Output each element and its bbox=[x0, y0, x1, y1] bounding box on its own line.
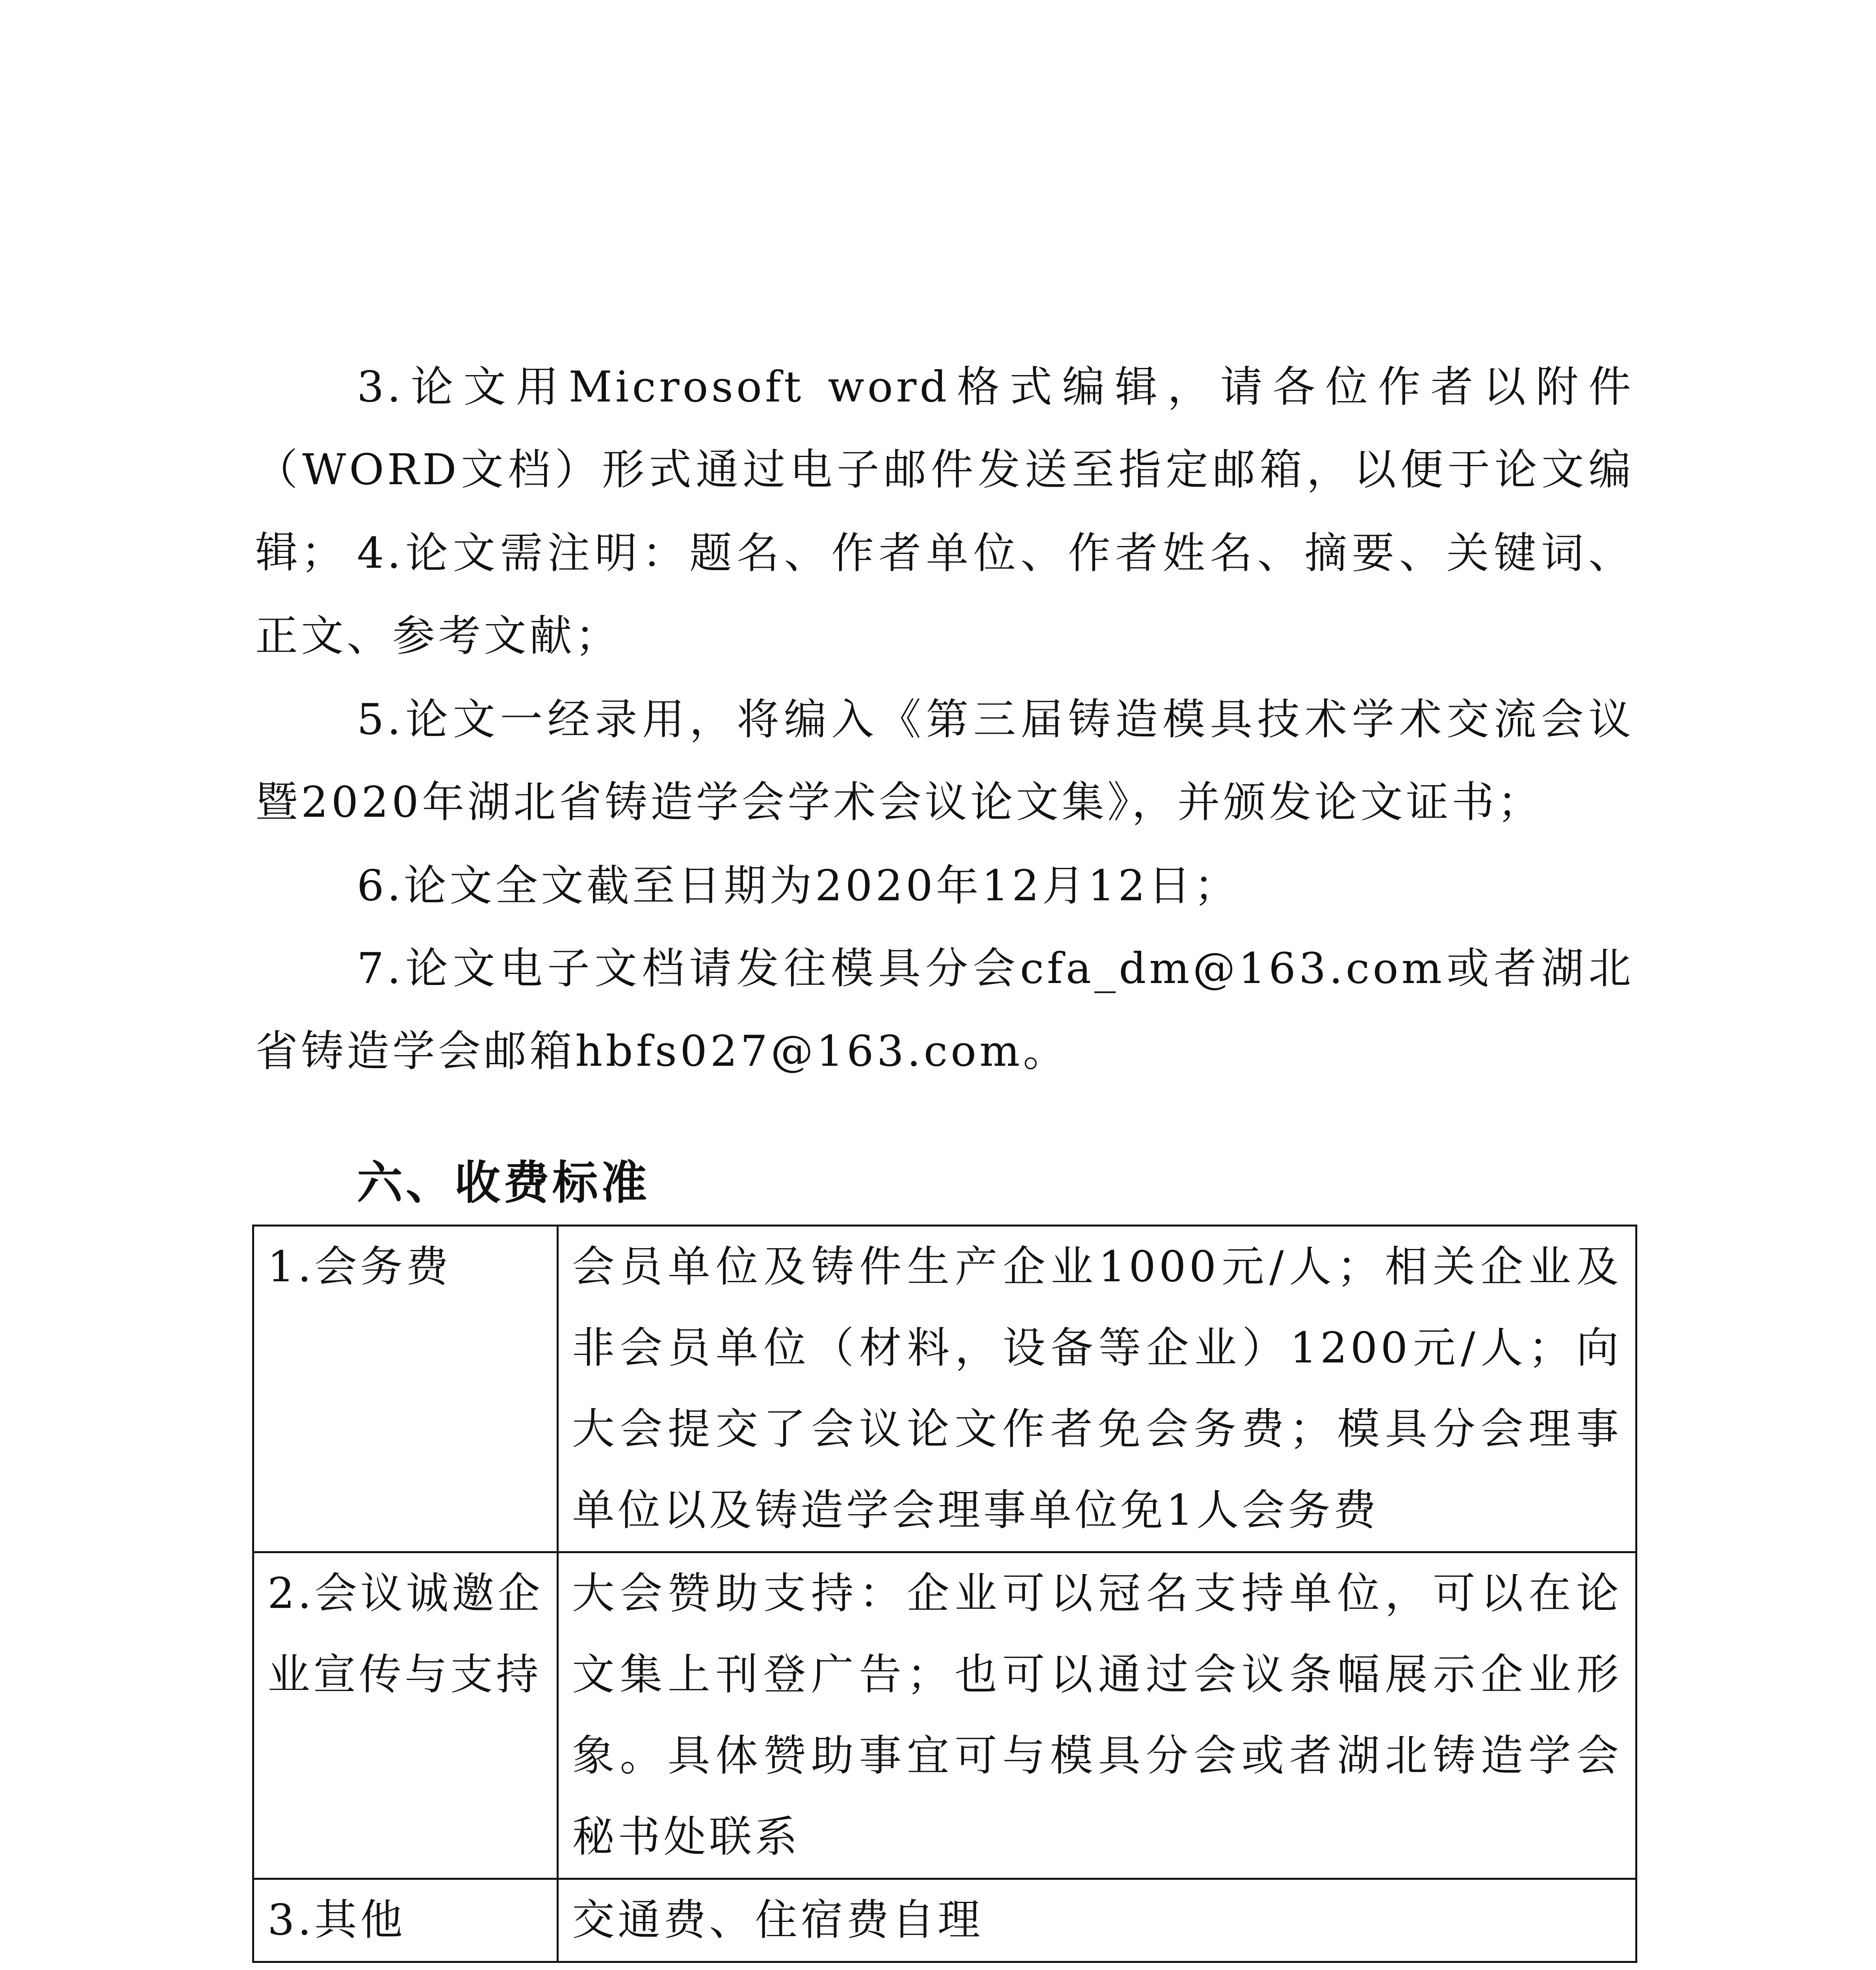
paragraph-item-5: 5.论文一经录用，将编入《第三届铸造模具技术学术交流会议暨2020年湖北省铸造学会学术会议论文集》，并颁发论文证书； bbox=[255, 695, 1634, 827]
section-heading-fees: 六、收费标准 bbox=[357, 1156, 650, 1210]
fee-detail-cell: 大会赞助支持：企业可以冠名支持单位，可以在论文集上刊登广告；也可以通过会议条幅展示企业形象。具体赞助事宜可与模具分会或者湖北铸造学会秘书处联系 bbox=[558, 1552, 1636, 1879]
paragraph-item-6: 6.论文全文截至日期为2020年12月12日； bbox=[357, 861, 1240, 911]
fee-detail-cell: 会员单位及铸件生产企业1000元/人；相关企业及非会员单位（材料，设备等企业）1200元/人；向大会提交了会议论文作者免会务费；模具分会理事单位以及铸造学会理事单位免1人会务费 bbox=[558, 1226, 1636, 1552]
fee-item-cell: 1.会务费 bbox=[253, 1226, 558, 1552]
table-row bbox=[253, 1226, 1636, 1552]
paragraph-item-3: 3.论文用Microsoft word格式编辑，请各位作者以附件（WORD文档）形式通过电子邮件发送至指定邮箱，以便于论文编辑； bbox=[255, 362, 1634, 577]
paragraph-item-4: 4.论文需注明：题名、作者单位、作者姓名、摘要、关键词、正文、参考文献； bbox=[255, 529, 1634, 661]
table-row bbox=[253, 1879, 1636, 1962]
paragraph-item-7: 7.论文电子文档请发往模具分会cfa_dm@163.com或者湖北省铸造学会邮箱hbfs027@163.com。 bbox=[255, 944, 1634, 1076]
fee-item-cell: 2.会议诚邀企业宣传与支持 bbox=[253, 1552, 558, 1879]
fee-item-cell: 3.其他 bbox=[253, 1879, 558, 1962]
fee-table bbox=[252, 1225, 1637, 1963]
table-row bbox=[253, 1552, 1636, 1879]
fee-detail-cell: 交通费、住宿费自理 bbox=[558, 1879, 1636, 1962]
